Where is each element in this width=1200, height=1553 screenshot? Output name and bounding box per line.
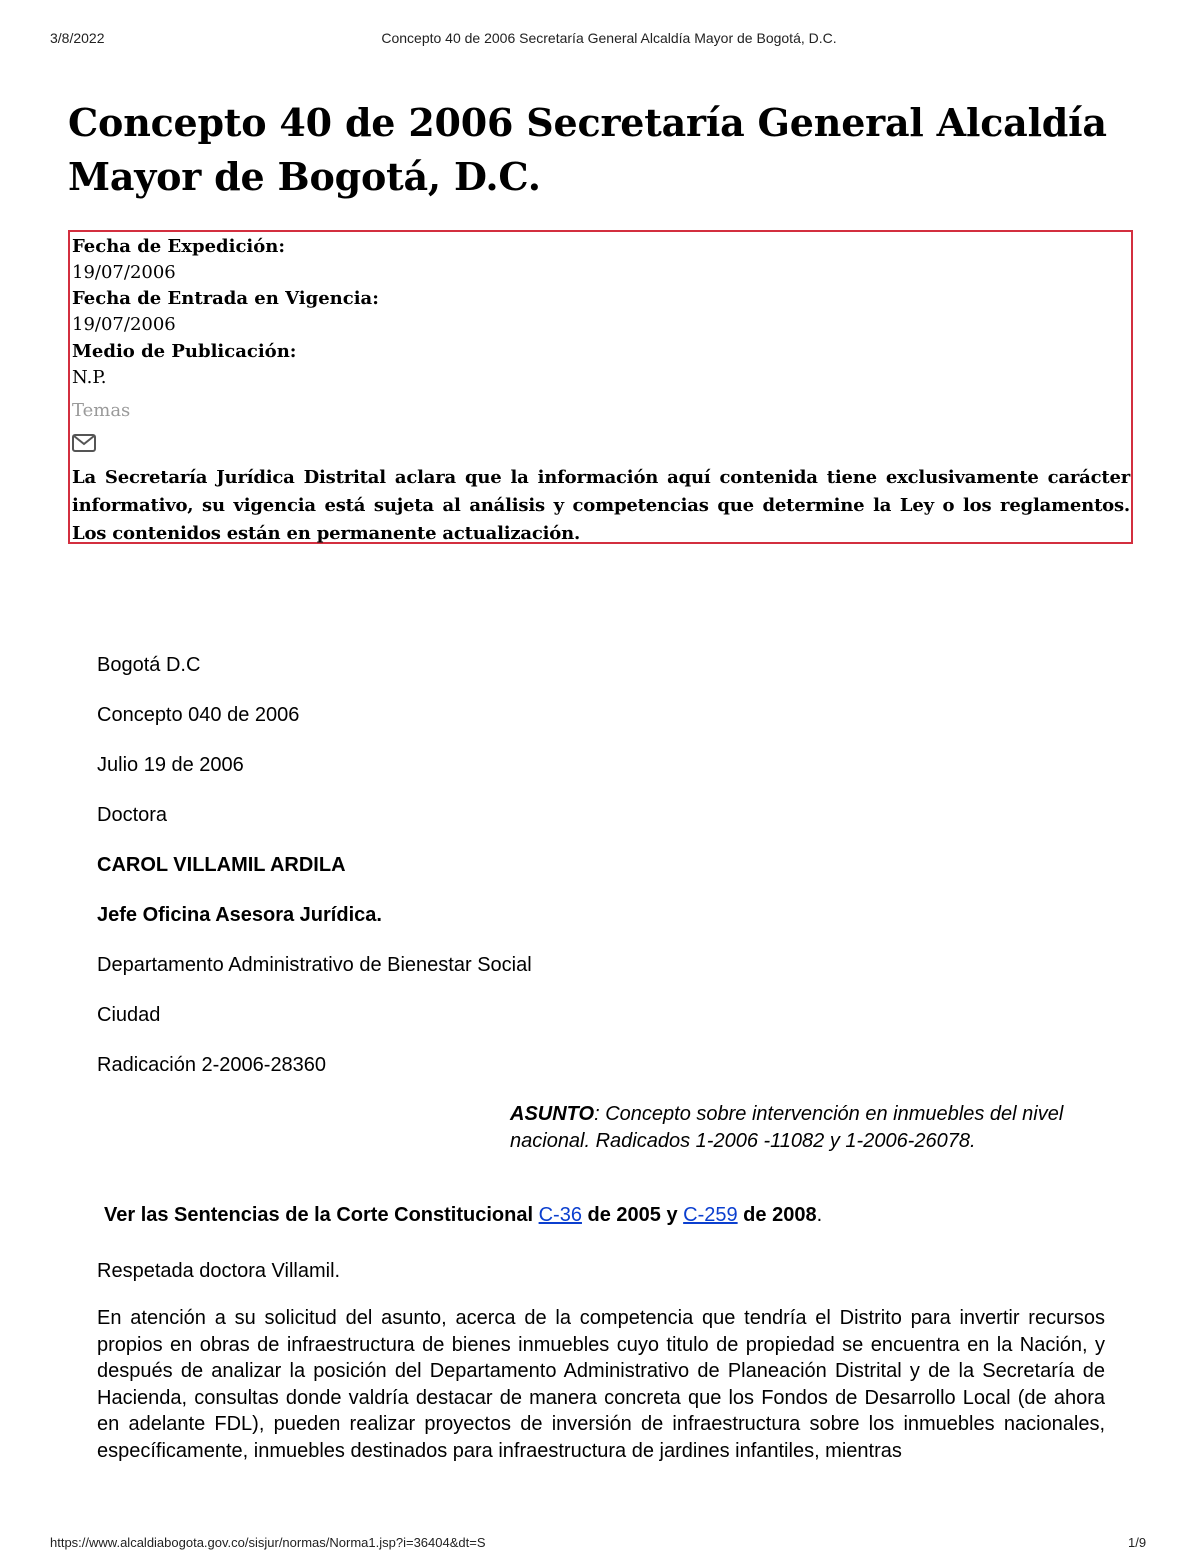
city-line: Ciudad — [97, 1004, 161, 1026]
print-header-date: 3/8/2022 — [50, 30, 105, 46]
expedicion-value: 19/07/2006 — [72, 262, 176, 283]
department: Departamento Administrativo de Bienestar Social — [97, 954, 532, 976]
ver-mid: de 2005 y — [581, 1204, 684, 1226]
medio-label: Medio de Publicación: — [72, 341, 297, 362]
ver-period: . — [816, 1204, 823, 1226]
asunto-label: ASUNTO — [510, 1103, 595, 1125]
letter-date: Julio 19 de 2006 — [97, 754, 244, 776]
ver-suffix: de 2008 — [737, 1204, 817, 1226]
sentencia-c36-link[interactable]: C-36 — [538, 1204, 582, 1226]
vigencia-label: Fecha de Entrada en Vigencia: — [72, 288, 379, 309]
sentencia-c259-link[interactable]: C-259 — [683, 1204, 738, 1226]
print-footer-url: https://www.alcaldiabogota.gov.co/sisjur/normas/Norma1.jsp?i=36404&dt=S — [50, 1535, 486, 1550]
expedicion-label: Fecha de Expedición: — [72, 236, 285, 257]
envelope-icon[interactable] — [72, 434, 96, 452]
disclaimer-text: La Secretaría Jurídica Distrital aclara que la información aquí contenida tiene exclusivamente carácter informativo, su vigencia está sujeta al análisis y competencias que determine la Ley o los reglamentos. Los contenidos están en permanente actualización. — [72, 467, 1130, 544]
radicacion: Radicación 2-2006-28360 — [97, 1054, 327, 1076]
vigencia-value: 19/07/2006 — [72, 314, 176, 335]
temas-link[interactable]: Temas — [72, 400, 131, 421]
recipient-position: Jefe Oficina Asesora Jurídica. — [97, 904, 382, 926]
sentencias-reference — [104, 1204, 822, 1227]
metadata-box — [68, 230, 1133, 544]
ver-prefix: Ver las Sentencias de la Corte Constitucional — [104, 1204, 539, 1226]
greeting: Respetada doctora Villamil. — [97, 1260, 341, 1282]
print-footer-page: 1/9 — [1128, 1535, 1147, 1550]
salutation-title: Doctora — [97, 804, 168, 826]
asunto-text: : Concepto sobre intervención en inmuebles del nivel nacional. Radicados 1-2006 -11082 y 1-2006-26078. — [510, 1103, 1064, 1152]
recipient-name: CAROL VILLAMIL ARDILA — [97, 854, 346, 876]
letter-city: Bogotá D.C — [97, 654, 201, 676]
letter-concepto: Concepto 040 de 2006 — [97, 704, 300, 726]
print-header-title: Concepto 40 de 2006 Secretaría General Alcaldía Mayor de Bogotá, D.C. — [381, 30, 837, 46]
medio-value: N.P. — [72, 367, 107, 388]
body-paragraph: En atención a su solicitud del asunto, acerca de la competencia que tendría el Distrito para invertir recursos propios en obras de infraestructura de bienes inmuebles cuyo titulo de propiedad se encuentra en la Nación, y después de analizar la posición del Departamento Administrativo de Planeación Distrital y de la Secretaría de Hacienda, consultas donde valdría destacar de manera concreta que los Fondos de Desarrollo Local (de ahora en adelante FDL), pueden realizar proyectos de inversión de infraestructura sobre los inmuebles nacionales, específicamente, inmuebles destinados para infraestructura de jardines infantiles, mientras — [97, 1307, 1105, 1462]
page-title: Concepto 40 de 2006 Secretaría General Alcaldía Mayor de Bogotá, D.C. — [68, 100, 1107, 199]
asunto-block — [510, 1101, 1090, 1155]
